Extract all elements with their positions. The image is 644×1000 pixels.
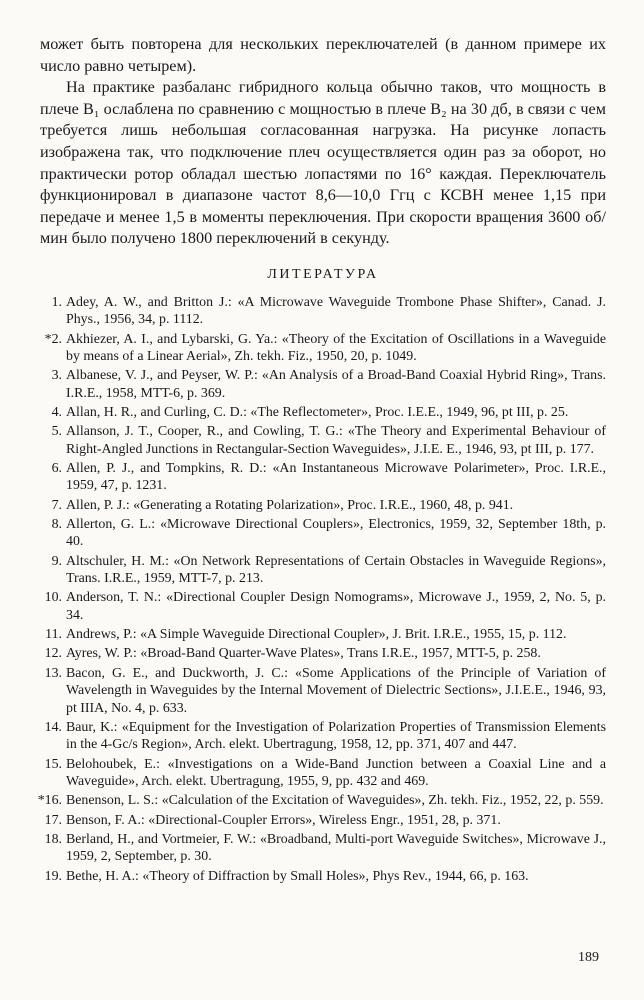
reference-text: Bacon, G. E., and Duckworth, J. C.: «Some Applications of the Principle of Variation of Wavelength in Waveguides by the Internal Movement of Dielectric Sections», J.I.E.E., 1946, 93, pt IIIA, No. 4, p. 633. bbox=[66, 665, 606, 716]
reference-text: Altschuler, H. M.: «On Network Representations of Certain Obstacles in Waveguide Regions», Trans. I.R.E., 1959, MTT-7, p. 213. bbox=[66, 553, 606, 587]
reference-item bbox=[40, 497, 606, 514]
reference-item bbox=[40, 423, 606, 458]
reference-number: 15. bbox=[44, 756, 62, 772]
reference-number: 9. bbox=[51, 553, 62, 569]
reference-number: 5. bbox=[51, 424, 62, 440]
reference-item bbox=[40, 665, 606, 717]
reference-item bbox=[40, 645, 606, 662]
reference-number: 19. bbox=[44, 868, 62, 884]
reference-item bbox=[40, 516, 606, 551]
reference-text: Ayres, W. P.: «Broad-Band Quarter-Wave Plates», Trans I.R.E., 1957, MTT-5, p. 258. bbox=[66, 646, 541, 662]
reference-number: 7. bbox=[51, 497, 62, 513]
reference-text: Allerton, G. L.: «Microwave Directional Couplers», Electronics, 1959, 32, September 18th, p. 40. bbox=[66, 517, 606, 550]
reference-text: Allen, P. J., and Tompkins, R. D.: «An Instantaneous Microwave Polarimeter», Proc. I.R.E., 1959, 47, p. 1231. bbox=[66, 461, 606, 494]
reference-item bbox=[40, 812, 606, 829]
reference-number: 6. bbox=[51, 461, 62, 477]
reference-number: 13. bbox=[44, 665, 62, 681]
reference-text: Allanson, J. T., Cooper, R., and Cowling, T. G.: «The Theory and Experimental Behaviour of Right-Angled Junctions in Rectangular-Section Waveguides», J.I.E. E., 1946, 93, pt III, p. 177. bbox=[66, 424, 606, 457]
reference-number: 3. bbox=[51, 368, 62, 384]
reference-number: 18. bbox=[44, 831, 62, 847]
reference-number: 14. bbox=[44, 719, 62, 735]
reference-text: Akhiezer, A. I., and Lybarski, G. Ya.: «Theory of the Excitation of Oscillations in a Waveguide by means of a Linear Aerial», Zh. tekh. Fiz., 1950, 20, p. 1049. bbox=[66, 331, 606, 364]
reference-item bbox=[40, 460, 606, 495]
reference-number: 10. bbox=[44, 590, 62, 606]
reference-text: Andrews, P.: «A Simple Waveguide Directional Coupler», J. Brit. I.R.E., 1955, 15, p. 112. bbox=[66, 627, 567, 643]
reference-item bbox=[40, 553, 606, 588]
reference-number: 17. bbox=[44, 812, 62, 828]
reference-text: Allan, H. R., and Curling, C. D.: «The Reflectometer», Proc. I.E.E., 1949, 96, pt III, p. 25. bbox=[66, 405, 569, 420]
reference-number: *16. bbox=[37, 793, 62, 809]
reference-item bbox=[40, 404, 606, 421]
reference-item bbox=[40, 756, 606, 791]
reference-number: 1. bbox=[51, 294, 62, 310]
reference-number: 4. bbox=[51, 405, 62, 420]
references-heading: ЛИТЕРАТУРА bbox=[267, 266, 379, 282]
reference-text: Albanese, V. J., and Peyser, W. P.: «An Analysis of a Broad-Band Coaxial Hybrid Ring», Trans. I.R.E., 1958, MTT-6, p. 369. bbox=[66, 368, 606, 401]
reference-text: Anderson, T. N.: «Directional Coupler Design Nomograms», Microwave J., 1959, 2, No. 5, p. 34. bbox=[66, 590, 606, 623]
reference-number: 12. bbox=[44, 646, 62, 662]
reference-text: Benenson, L. S.: «Calculation of the Excitation of Waveguides», Zh. tekh. Fiz., 1952, 22, p. 559. bbox=[66, 793, 604, 809]
reference-item bbox=[40, 367, 606, 402]
reference-text: Baur, K.: «Equipment for the Investigation of Polarization Properties of Transmission Elements in the 4-Gc/s Region», Arch. elekt. Ubertragung, 1958, 12, pp. 371, 407 and 447. bbox=[66, 719, 606, 753]
reference-text: Bethe, H. A.: «Theory of Diffraction by Small Holes», Phys Rev., 1944, 66, p. 163. bbox=[66, 868, 529, 884]
references-list bbox=[37, 294, 606, 885]
reference-item bbox=[40, 868, 606, 885]
reference-item bbox=[40, 626, 606, 643]
reference-text: Benson, F. A.: «Directional-Coupler Errors», Wireless Engr., 1951, 28, p. 371. bbox=[66, 812, 501, 828]
reference-number: 11. bbox=[45, 627, 62, 643]
reference-item bbox=[40, 589, 606, 624]
intro-paragraph-continued: может быть повторена для нескольких переключателей (в данном примере их число равно четырем). bbox=[40, 35, 606, 75]
reference-number: *2. bbox=[44, 331, 62, 347]
reference-text: Berland, H., and Vortmeier, F. W.: «Broadband, Multi-port Waveguide Switches», Microwave J., 1959, 2, September, p. 30. bbox=[66, 831, 606, 865]
reference-text: Allen, P. J.: «Generating a Rotating Polarization», Proc. I.R.E., 1960, 48, p. 941. bbox=[66, 497, 514, 513]
reference-item bbox=[40, 831, 606, 866]
page-number: 189 bbox=[578, 950, 599, 965]
page-body bbox=[37, 34, 606, 887]
reference-number: 8. bbox=[51, 517, 62, 533]
intro-paragraph: На практике разбаланс гибридного кольца обычно таков, что мощность в плече B₁ ослаблена по сравнению с мощностью в плече B₂ на 30 дб, в связи с чем требуется лишь небольшая согласованная нагрузка. На рисунке лопасть изображена так, что подключение плеч осуществляется один раз за оборот, но практически ротор обладал шестью лопастями по 16° каждая. Переключатель функционировал в диапазоне частот 8,6—10,0 Ггц с КСВН менее 1,15 при передаче и менее 1,5 в моменты переключения. При скорости вращения 3600 об/мин было получено 1800 переключений в секунду. bbox=[40, 78, 606, 248]
reference-item bbox=[40, 719, 606, 754]
reference-item bbox=[37, 792, 606, 809]
reference-item bbox=[40, 294, 606, 329]
reference-text: Adey, A. W., and Britton J.: «A Microwave Waveguide Trombone Phase Shifter», Canad. J. Phys., 1956, 34, p. 1112. bbox=[66, 294, 606, 328]
reference-text: Belohoubek, E.: «Investigations on a Wide-Band Junction between a Coaxial Line and a Waveguide», Arch. elekt. Ubertragung, 1955, 9, pp. 432 and 469. bbox=[66, 756, 606, 789]
reference-item bbox=[40, 331, 606, 366]
